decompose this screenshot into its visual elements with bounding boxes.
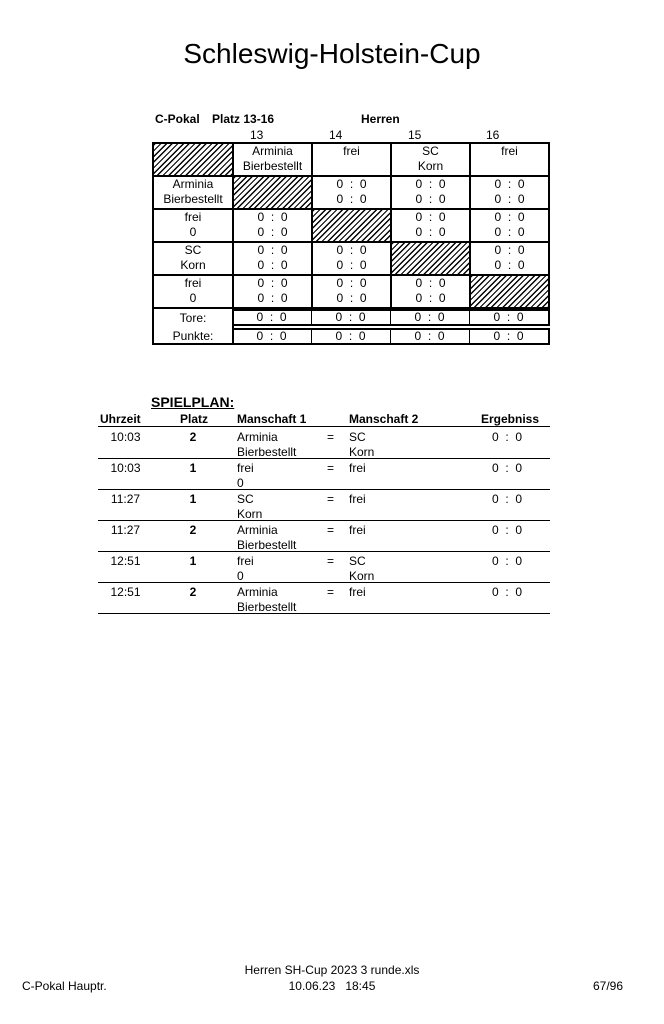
row-header-team: Arminia Bierbestellt (152, 175, 234, 210)
category-label: Herren (361, 112, 400, 126)
team1-name: frei (237, 461, 254, 475)
team1-name: Arminia (237, 523, 278, 537)
versus-sign: = (327, 523, 335, 537)
team1-name-line2: Bierbestellt (237, 600, 297, 614)
punkte-label: Punkte: (172, 329, 214, 343)
match-platz: 1 (189, 461, 197, 475)
page-title: Schleswig-Holstein-Cup (183, 38, 481, 69)
team2-name: frei (349, 585, 366, 599)
tore-label: Tore: (179, 311, 207, 325)
diagonal-hatch (311, 208, 392, 243)
match-time: 10:03 (110, 461, 141, 475)
team1-name: SC (237, 492, 254, 506)
team2-name: frei (349, 461, 366, 475)
header-time: Uhrzeit (100, 412, 141, 426)
match-result: 0 : 0 (492, 585, 523, 599)
match-result: 0 : 0 (492, 461, 523, 475)
tore-value: 0 : 0 (493, 310, 524, 324)
score-cell: 0 : 0 0 : 0 (390, 175, 471, 210)
versus-sign: = (327, 554, 335, 568)
match-platz: 2 (189, 430, 197, 444)
totals-label-box (152, 307, 234, 345)
row-header-team: SC Korn (152, 241, 234, 276)
diagonal-hatch (469, 274, 550, 309)
group-label: C-Pokal (155, 112, 200, 126)
team1-name-line2: Korn (237, 507, 263, 521)
footer-left-label: C-Pokal Hauptr. (22, 979, 107, 993)
results-matrix (152, 142, 550, 345)
match-time: 12:51 (110, 585, 141, 599)
punkte-value: 0 : 0 (256, 329, 287, 343)
header-result: Ergebniss (481, 412, 540, 426)
score-cell: 0 : 0 0 : 0 (232, 208, 313, 243)
diagonal-hatch (390, 241, 471, 276)
match-platz: 1 (189, 554, 197, 568)
team2-name-line2: Korn (349, 445, 375, 459)
column-number-15: 15 (408, 128, 422, 142)
team2-name: SC (349, 430, 366, 444)
match-platz: 1 (189, 492, 197, 506)
team1-name-line2: Bierbestellt (237, 445, 297, 459)
match-time: 11:27 (110, 523, 141, 537)
team1-name-line2: Bierbestellt (237, 538, 297, 552)
match-time: 10:03 (110, 430, 141, 444)
table-row (98, 489, 550, 521)
match-time: 11:27 (110, 492, 141, 506)
team2-name: frei (349, 492, 366, 506)
footer-datetime: 10.06.23 18:45 (288, 979, 376, 993)
versus-sign: = (327, 585, 335, 599)
match-result: 0 : 0 (492, 523, 523, 537)
col-header-team: SC Korn (390, 142, 471, 177)
match-time: 12:51 (110, 554, 141, 568)
table-row (98, 582, 550, 614)
column-number-13: 13 (250, 128, 264, 142)
col-header-team: frei (469, 142, 550, 177)
team1-name: Arminia (237, 585, 278, 599)
header-team1: Manschaft 1 (237, 412, 307, 426)
team1-name-line2: 0 (237, 569, 244, 583)
score-cell: 0 : 0 0 : 0 (390, 208, 471, 243)
team1-name: frei (237, 554, 254, 568)
score-cell: 0 : 0 0 : 0 (469, 241, 550, 276)
punkte-value: 0 : 0 (414, 329, 445, 343)
score-cell: 0 : 0 0 : 0 (469, 208, 550, 243)
match-result: 0 : 0 (492, 554, 523, 568)
versus-sign: = (327, 461, 335, 475)
tore-value: 0 : 0 (414, 310, 445, 324)
matrix-corner-hatch (152, 142, 234, 177)
row-header-team: frei 0 (152, 208, 234, 243)
column-number-14: 14 (329, 128, 343, 142)
team1-name: Arminia (237, 430, 278, 444)
punkte-value: 0 : 0 (493, 329, 524, 343)
table-row (98, 551, 550, 583)
header-team2: Manschaft 2 (349, 412, 419, 426)
team1-name-line2: 0 (237, 476, 244, 490)
team2-name-line2: Korn (349, 569, 375, 583)
tore-value: 0 : 0 (256, 310, 287, 324)
column-number-16: 16 (486, 128, 500, 142)
table-row (98, 427, 550, 459)
spielplan-title: SPIELPLAN: (151, 394, 235, 410)
match-platz: 2 (189, 585, 197, 599)
score-cell: 0 : 0 0 : 0 (311, 274, 392, 309)
match-result: 0 : 0 (492, 430, 523, 444)
score-cell: 0 : 0 0 : 0 (311, 241, 392, 276)
footer-filename: Herren SH-Cup 2023 3 runde.xls (244, 963, 420, 977)
versus-sign: = (327, 492, 335, 506)
header-platz: Platz (180, 412, 209, 426)
row-header-team: frei 0 (152, 274, 234, 309)
versus-sign: = (327, 430, 335, 444)
table-row (98, 520, 550, 552)
col-header-team: frei (311, 142, 392, 177)
team2-name: frei (349, 523, 366, 537)
match-platz: 2 (189, 523, 197, 537)
punkte-value: 0 : 0 (335, 329, 366, 343)
table-row (98, 458, 550, 490)
team2-name: SC (349, 554, 366, 568)
diagonal-hatch (232, 175, 313, 210)
col-header-team: Arminia Bierbestellt (232, 142, 313, 177)
tore-value: 0 : 0 (335, 310, 366, 324)
score-cell: 0 : 0 0 : 0 (469, 175, 550, 210)
score-cell: 0 : 0 0 : 0 (390, 274, 471, 309)
score-cell: 0 : 0 0 : 0 (232, 274, 313, 309)
platz-label: Platz 13-16 (212, 112, 275, 126)
match-result: 0 : 0 (492, 492, 523, 506)
footer-page-number: 67/96 (593, 979, 624, 993)
score-cell: 0 : 0 0 : 0 (311, 175, 392, 210)
score-cell: 0 : 0 0 : 0 (232, 241, 313, 276)
